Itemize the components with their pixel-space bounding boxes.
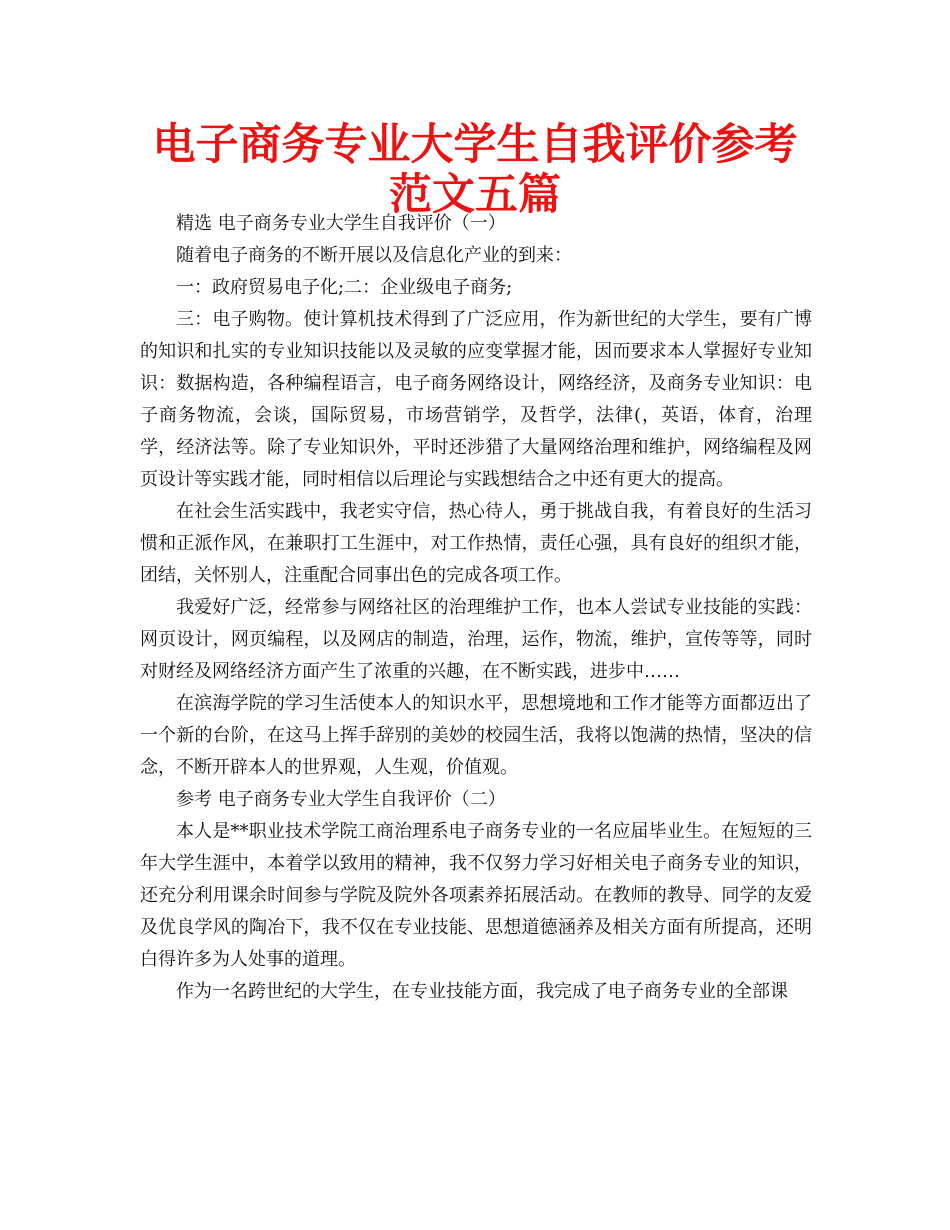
document-title: 电子商务专业大学生自我评价参考范文五篇 [152, 120, 798, 220]
paragraph-section-heading-1: 精选 电子商务专业大学生自我评价（一） [176, 213, 506, 234]
paragraph-section-heading-2: 参考 电子商务专业大学生自我评价（二） [176, 789, 506, 810]
paragraph: 本人是**职业技术学院工商治理系电子商务专业的一名应届毕业生。在短短的三年大学生涯中，本着学以致用的精神，我不仅努力学习好相关电子商务专业的知识，还充分利用课余时间参与学院及院外各项素养拓展活动。在教师的教导、同学的友爱及优良学风的陶冶下，我不仅在专业技能、思想道德涵养及相关方面有所提高，还明白得许多为人处事的道理。 [140, 821, 812, 970]
paragraph: 作为一名跨世纪的大学生，在专业技能方面，我完成了电子商务专业的全部课 [176, 981, 788, 1002]
document-body [140, 208, 812, 1008]
paragraph: 我爱好广泛，经常参与网络社区的治理维护工作，也本人尝试专业技能的实践：网页设计，网页编程，以及网店的制造，治理，运作，物流，维护，宣传等等，同时对财经及网络经济方面产生了浓重的兴趣，在不断实践，进步中…… [140, 597, 812, 682]
paragraph: 随着电子商务的不断开展以及信息化产业的到来： [176, 245, 572, 266]
paragraph: 在社会生活实践中，我老实守信，热心待人，勇于挑战自我，有着良好的生活习惯和正派作风，在兼职打工生涯中，对工作热情，责任心强，具有良好的组织才能，团结，关怀别人，注重配合同事出色的完成各项工作。 [140, 501, 812, 586]
paragraph: 三：电子购物。使计算机技术得到了广泛应用，作为新世纪的大学生，要有广博的知识和扎实的专业知识技能以及灵敏的应变掌握才能，因而要求本人掌握好专业知识：数据构造，各种编程语言，电子商务网络设计，网络经济，及商务专业知识：电子商务物流，会谈，国际贸易，市场营销学，及哲学，法律(，英语，体育，治理学，经济法等。除了专业知识外，平时还涉猎了大量网络治理和维护，网络编程及网页设计等实践才能，同时相信以后理论与实践想结合之中还有更大的提高。 [140, 309, 812, 490]
paragraph: 一：政府贸易电子化;二：企业级电子商务; [176, 277, 513, 298]
paragraph: 在滨海学院的学习生活使本人的知识水平，思想境地和工作才能等方面都迈出了一个新的台阶，在这马上挥手辞别的美妙的校园生活，我将以饱满的热情，坚决的信念，不断开辟本人的世界观，人生观，价值观。 [140, 693, 812, 778]
